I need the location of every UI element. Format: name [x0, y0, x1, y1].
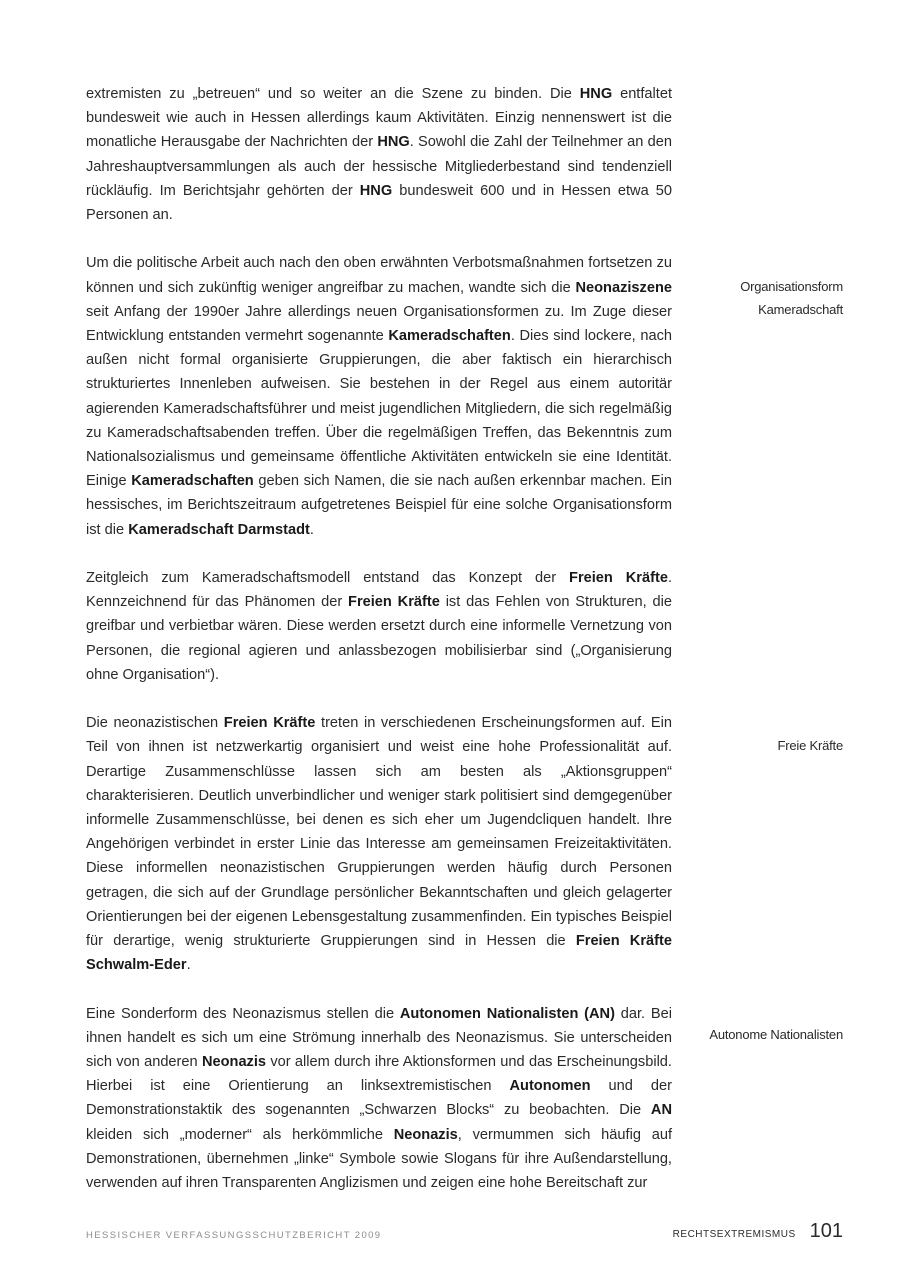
- text-run: .: [309, 521, 314, 538]
- bold-term: Neonazis: [201, 1054, 267, 1071]
- bold-term: Freien Kräfte: [348, 594, 440, 611]
- margin-note-line: Kameradschaft: [758, 302, 843, 317]
- text-run: geben sich Namen, die sie nach außen erkennbar machen. Ein hessisches, im Berichtszeitraum aufgetretenes Beispiel für eine solche Organisationsform ist die: [86, 473, 673, 538]
- text-run: dar. Bei ihnen handelt es sich um eine Strömung innerhalb des Neonazismus. Sie unterscheiden sich von anderen: [86, 1005, 672, 1071]
- bold-term: Autonomen Nationalisten (AN): [399, 1005, 615, 1022]
- bold-term: Freien Kräfte: [569, 570, 668, 587]
- bold-term: AN: [650, 1102, 672, 1119]
- text-run: bundesweit 600 und in Hessen etwa 50 Personen an.: [86, 182, 672, 224]
- body-text-column: [86, 82, 672, 1219]
- bold-term: Neonaziszene: [575, 279, 672, 296]
- margin-note-autonome-nationalisten: [663, 1023, 843, 1046]
- bold-term: HNG: [377, 134, 410, 151]
- text-run: .: [186, 957, 191, 974]
- text-run: extremisten zu „betreuen“ und so weiter an die Szene zu binden. Die: [86, 86, 580, 102]
- text-run: ist das Fehlen von Strukturen, die greifbar und verbietbar wären. Diese werden ersetzt durch eine informelle Vernetzung von Personen, die regional agieren und anlassbezogen mobilisierbar sind („Organisierung ohne Organisation“).: [86, 594, 672, 683]
- bold-term: HNG: [579, 86, 613, 102]
- margin-note-freie-kraefte: [663, 734, 843, 757]
- footer-section-title: RECHTSEXTREMISMUS: [672, 1229, 796, 1240]
- bold-term: Neonazis: [393, 1126, 458, 1143]
- margin-note-line: Autonome Nationalisten: [709, 1027, 843, 1042]
- bold-term: Freien Kräfte: [223, 715, 316, 732]
- bold-term: Autonomen: [509, 1078, 591, 1095]
- margin-note-organisationsform: [663, 275, 843, 321]
- margin-note-line: Organisationsform: [740, 279, 843, 294]
- paragraph-freie-kraefte-formen: [86, 711, 672, 977]
- margin-note-line: Freie Kräfte: [777, 738, 843, 753]
- footer-right: [673, 1220, 843, 1243]
- text-run: . Dies sind lockere, nach außen nicht formal organisierte Gruppierungen, die aber faktisch ein hierarchisch strukturiertes Innenleben aufweisen. Sie bestehen in der Regel aus einem autoritär agierenden Kameradschaftsführer und meist jugendlichen Mitgliedern, die sich regelmäßig zu Kameradschaftsabenden treffen. Über die regelmäßigen Treffen, das Bekenntnis zum Nationalsozialismus und gemeinsame öffentliche Aktivitäten entwickeln sie eine Identität. Einige: [86, 328, 672, 490]
- text-run: Eine Sonderform des Neonazismus stellen die: [86, 1005, 400, 1022]
- bold-term: HNG: [359, 182, 393, 199]
- text-run: entfaltet bundesweit wie auch in Hessen allerdings kaum Aktivitäten. Einzig nennenswert ist die monatliche Herausgabe der Nachrichten der: [86, 86, 672, 151]
- text-run: . Sowohl die Zahl der Teilnehmer an den Jahreshauptversammlungen als auch der hessische Mitgliederbestand sind tendenziell rückläufig. Im Berichtsjahr gehörten der: [86, 134, 672, 199]
- text-run: . Kennzeichnend für das Phänomen der: [86, 570, 672, 611]
- paragraph-autonome-nationalisten: [86, 1002, 672, 1196]
- text-run: Um die politische Arbeit auch nach den oben erwähnten Verbotsmaßnahmen fortsetzen zu können und sich zukünftig weniger angreifbar zu machen, wandte sich die: [86, 255, 672, 296]
- paragraph-hng: [86, 82, 672, 227]
- bold-term: Freien Kräfte Schwalm-Eder: [86, 933, 672, 974]
- text-run: seit Anfang der 1990er Jahre allerdings neuen Organisationsformen zu. Im Zuge dieser Entwicklung entstanden vermehrt sogenannte: [86, 303, 672, 345]
- paragraph-freie-kraefte-konzept: [86, 566, 672, 687]
- bold-term: Kameradschaften: [388, 328, 511, 345]
- bold-term: Kameradschaften: [131, 473, 254, 490]
- text-run: kleiden sich „moderner“ als herkömmliche: [86, 1126, 394, 1143]
- text-run: Die neonazistischen: [86, 715, 224, 732]
- footer-report-title: HESSISCHER VERFASSUNGSSCHUTZBERICHT 2009: [86, 1230, 382, 1241]
- text-run: , vermummen sich häufig auf Demonstrationen, übernehmen „linke“ Symbole sowie Slogans für ihre Außendarstellung, verwenden auf ihren Transparenten Anglizismen und zeigen eine hohe Bereitschaft zur: [86, 1126, 672, 1192]
- paragraph-kameradschaften: [86, 251, 672, 541]
- text-run: vor allem durch ihre Aktionsformen und das Erscheinungsbild. Hierbei ist eine Orientierung an linksextremistischen: [86, 1054, 672, 1095]
- text-run: treten in verschiedenen Erscheinungsformen auf. Ein Teil von ihnen ist netzwerkartig organisiert und weist eine hohe Professionalität auf. Derartige Zusammenschlüsse lassen sich am besten als „Aktionsgruppen“ charakterisieren. Deutlich unverbindlicher und weniger stark politisiert sind demgegenüber informelle Zusammenschlüsse, bei denen es sich eher um Jugendcliquen handelt. Ihre Angehörigen verbindet in erster Linie das Interesse am gemeinsamen Freizeitaktivitäten. Diese informellen neonazistischen Gruppierungen werden häufig durch Personen getragen, die sich auf der Grundlage persönlicher Bekanntschaften und gleich gelagerter Orientierungen bei der eigenen Lebensgestaltung zusammenfinden. Ein typisches Beispiel für derartige, wenig strukturierte Gruppierungen sind in Hessen die: [86, 715, 672, 950]
- text-run: und der Demonstrationstaktik des sogenannten „Schwarzen Blocks“ zu beobachten. Die: [86, 1078, 672, 1119]
- page-number: 101: [809, 1220, 843, 1242]
- text-run: Zeitgleich zum Kameradschaftsmodell entstand das Konzept der: [86, 570, 570, 587]
- bold-term: Kameradschaft Darmstadt: [128, 521, 310, 538]
